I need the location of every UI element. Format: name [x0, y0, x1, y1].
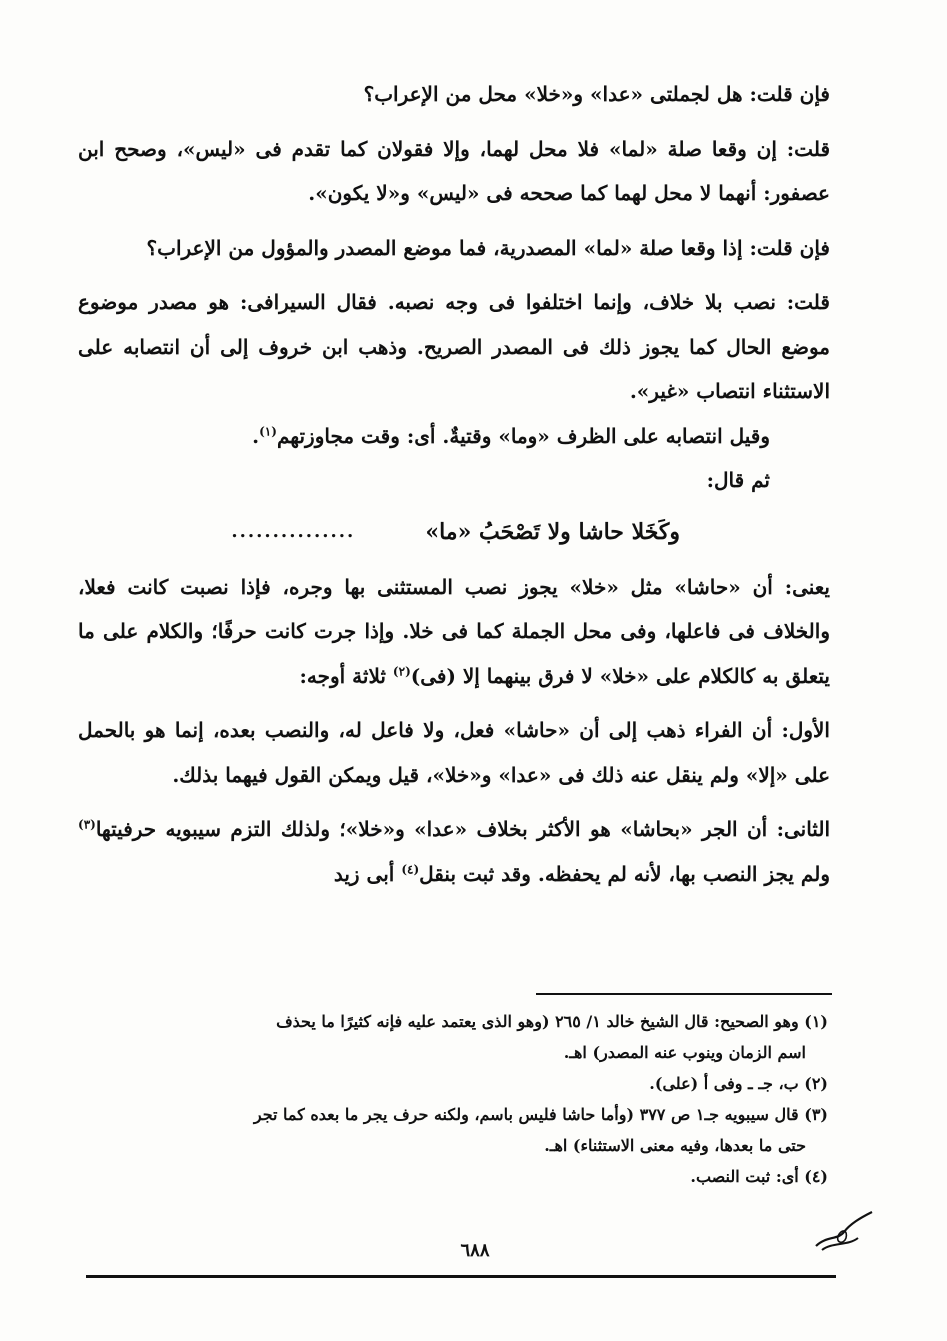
footnote-3-line-2: حتى ما بعدها، وفيه معنى الاستثناء) اهـ.	[544, 1136, 806, 1155]
main-text	[78, 72, 830, 896]
paragraph-6: ثم قال:	[706, 468, 770, 492]
footnotes	[82, 1006, 828, 1192]
footnote-1	[82, 1006, 828, 1068]
verse-text: وكَخَلا حاشا ولا تَصْحَبُ «ما»	[425, 518, 680, 545]
verse-dots: ...............	[231, 520, 356, 542]
paragraph-7-text-b: ثلاثة أوجه:	[299, 663, 393, 688]
paragraph-3: فإن قلت: إذا وقعا صلة «لما» المصدرية، فما موضع المصدر والمؤول من الإعراب؟	[146, 235, 830, 260]
footnote-3	[82, 1099, 828, 1161]
footnote-1-line-2: اسم الزمان وينوب عنه المصدر) اهـ.	[563, 1043, 806, 1062]
paragraph-9-text-a: الثانى: أن الجر «بحاشا» هو الأكثر بخلاف «عدا» و«خلا»؛ ولذلك التزم سيبويه حرفيتها	[95, 817, 830, 841]
bottom-rule	[86, 1275, 836, 1278]
paragraph-2: قلت: إن وقعا صلة «لما» فلا محل لهما، وإلا فقولان كما تقدم فى «ليس»، وصحح ابن عصفور: أنهما لا محل لهما كما صححه فى «ليس» و«لا يكون».	[78, 136, 831, 205]
ornament-flourish-icon	[808, 1206, 878, 1256]
footnote-ref-3: (٣)	[78, 817, 96, 832]
paragraph-5-text: وقيل انتصابه على الظرف «وما» وقتيةٌ. أى: وقت مجاوزتهم	[276, 423, 770, 448]
paragraph-9-text-b: ولم يجز النصب بها، لأنه لم يحفظه. وقد ثبت بنقل	[419, 861, 830, 886]
paragraph-9-text-c: أبى زيد	[333, 861, 402, 886]
paragraph-8: الأول: أن الفراء ذهب إلى أن «حاشا» فعل، ولا فاعل له، والنصب بعده، إنما هو بالحمل على «إلا» ولم ينقل عنه ذلك فى «عدا» و«خلا»، قيل ويمكن القول فيهما بذلك.	[78, 718, 830, 787]
paragraph-7	[78, 565, 830, 699]
paragraph-9	[78, 807, 830, 896]
verse-line	[78, 509, 830, 555]
footnote-1-line-1: (١) وهو الصحيح: قال الشيخ خالد ١/ ٢٦٥ (وهو الذى يعتمد عليه فإنه كثيرًا ما يحذف	[276, 1012, 828, 1031]
paragraph-7-text-a: يعنى: أن «حاشا» مثل «خلا» يجوز نصب المستثنى بها وجره، فإذا نصبت كانت فعلا، والخلاف فى فاعلها، وفى محل الجملة كما فى خلا. وإذا جرت كانت حرفًا؛ والكلام على ما يتعلق به كالكلام على «خلا» لا فرق بينهما إلا (فى)	[78, 574, 830, 688]
footnote-ref-1: (١)	[259, 423, 277, 438]
footnote-2: (٢) ب، جـ ـ وفى أ (على).	[649, 1074, 828, 1093]
footnote-3-line-1: (٣) قال سيبويه جـ١ ص ٣٧٧ (وأما حاشا فليس باسم، ولكنه حرف يجر ما بعده كما تجر	[253, 1105, 828, 1124]
paragraph-1: فإن قلت: هل لجملتى «عدا» و«خلا» محل من الإعراب؟	[363, 82, 830, 106]
page-number: ٦٨٨	[460, 1240, 490, 1261]
paragraph-4: قلت: نصب بلا خلاف، وإنما اختلفوا فى وجه نصبه. فقال السيرافى: هو مصدر موضوع موضع الحال كما يجوز ذلك فى المصدر الصريح. وذهب ابن خروف إلى أن انتصابه على الاستثناء انتصاب «غير».	[78, 290, 830, 403]
footnote-separator	[536, 993, 832, 995]
footnote-ref-2: (٢)	[392, 663, 411, 678]
footnote-4: (٤) أى: ثبت النصب.	[690, 1167, 828, 1186]
paragraph-5: وقيل انتصابه على الظرف «وما» وقتيةٌ. أى: وقت مجاوزتهم$^{(١)}$.	[252, 423, 770, 448]
footnote-ref-4: (٤)	[401, 861, 420, 876]
